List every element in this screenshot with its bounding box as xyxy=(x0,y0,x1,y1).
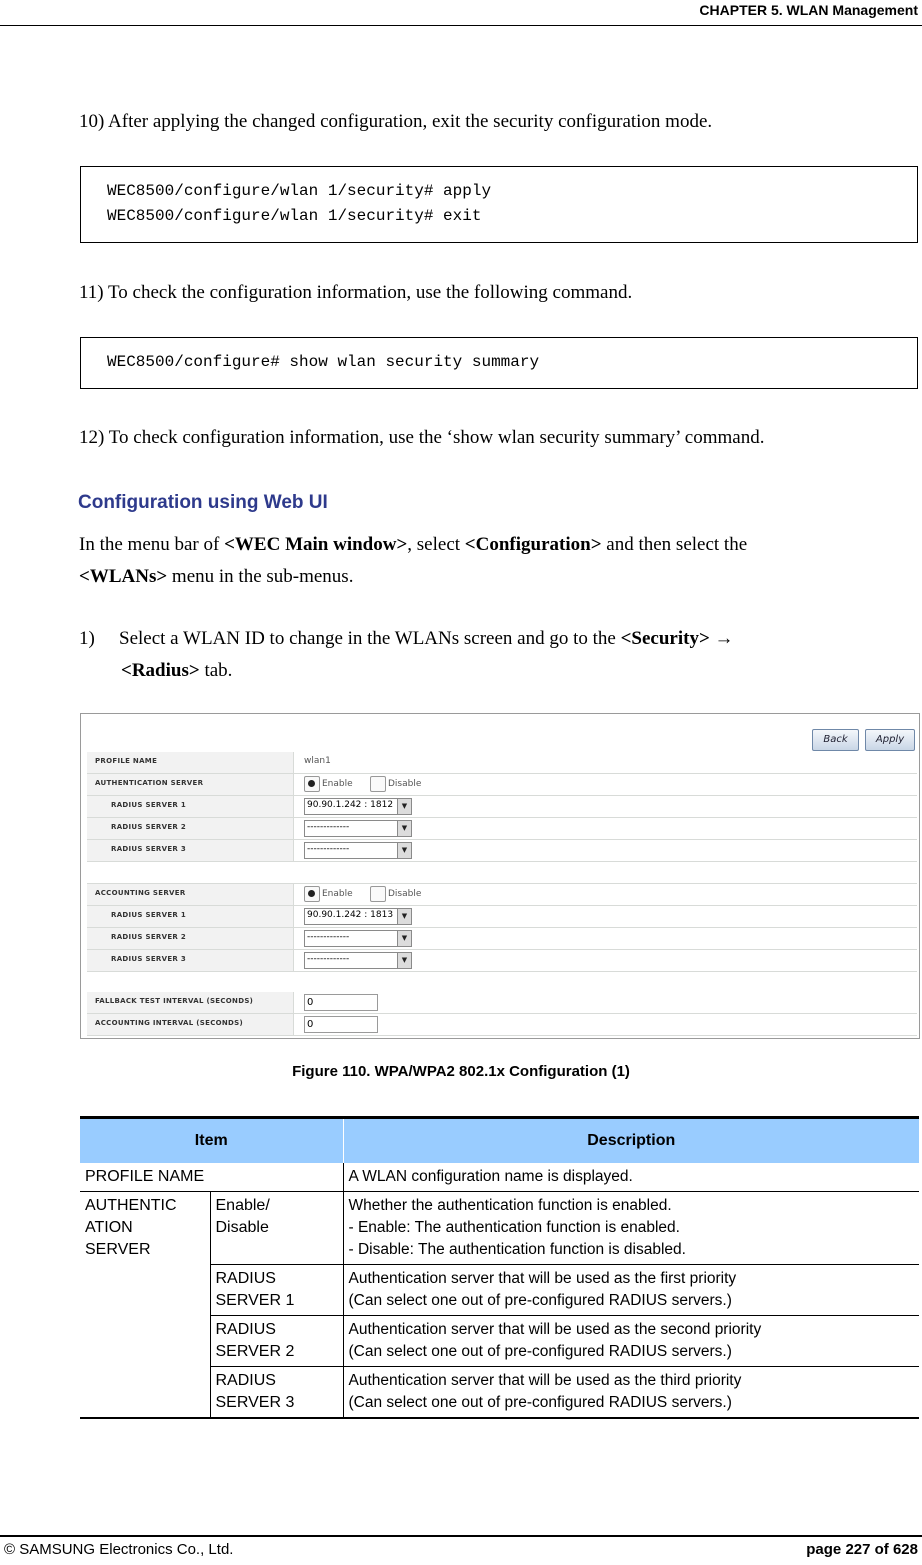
chevron-down-icon: ▼ xyxy=(397,953,411,968)
table-row xyxy=(80,1163,919,1192)
acct-disable-label: Disable xyxy=(388,889,422,899)
chapter-header: CHAPTER 5. WLAN Management xyxy=(699,2,918,18)
footer-copyright: © SAMSUNG Electronics Co., Ltd. xyxy=(4,1541,234,1558)
header-divider xyxy=(0,25,922,26)
fallback-interval-row xyxy=(87,992,917,1014)
auth-radius-1-select[interactable]: 90.90.1.242 : 1812 ▼ xyxy=(304,798,412,815)
chevron-down-icon: ▼ xyxy=(397,843,411,858)
auth-disable-radio[interactable] xyxy=(370,776,386,792)
acct-disable-radio[interactable] xyxy=(370,886,386,902)
step-1-text: Select a WLAN ID to change in the WLANs screen and go to the <Security> → xyxy=(119,628,734,649)
sub-item: RADIUS SERVER 3 xyxy=(210,1367,343,1419)
step-1-number: 1) xyxy=(79,628,95,649)
acct-interval-input[interactable]: 0 xyxy=(304,1016,378,1033)
fallback-interval-label: FALLBACK TEST INTERVAL (SECONDS) xyxy=(95,997,254,1005)
chevron-down-icon: ▼ xyxy=(397,909,411,924)
sub-desc: Whether the authentication function is enabled. - Enable: The authentication function is enabled. - Disable: The authentication function is disabled. xyxy=(343,1192,919,1265)
sub-desc: Authentication server that will be used as the second priority (Can select one out of pre-configured RADIUS servers.) xyxy=(343,1316,919,1367)
step-11-text: 11) To check the configuration information, use the following command. xyxy=(79,282,633,303)
step-12-text: 12) To check configuration information, use the ‘show wlan security summary’ command. xyxy=(79,427,765,448)
step-10-text: 10) After applying the changed configuration, exit the security configuration mode. xyxy=(79,111,713,132)
profile-name-label: PROFILE NAME xyxy=(95,757,158,765)
footer-divider xyxy=(0,1535,922,1537)
acct-radius-2-row xyxy=(87,928,917,950)
header-description: Description xyxy=(343,1118,919,1164)
code-block-show-summary xyxy=(80,337,918,389)
acct-radius-1-row xyxy=(87,906,917,928)
auth-server-label: AUTHENTICATION SERVER xyxy=(95,779,204,787)
auth-radius-1-row xyxy=(87,796,917,818)
back-button[interactable]: Back xyxy=(812,729,859,751)
acct-interval-label: ACCOUNTING INTERVAL (SECONDS) xyxy=(95,1019,243,1027)
footer-page-number: page 227 of 628 xyxy=(806,1541,918,1558)
profile-name-row xyxy=(87,752,917,774)
code-block-apply-exit xyxy=(80,166,918,243)
table-header-row xyxy=(80,1118,919,1164)
auth-radius-3-label: RADIUS SERVER 3 xyxy=(111,845,186,853)
auth-server-group: AUTHENTIC ATION SERVER xyxy=(80,1192,210,1419)
sub-desc: Authentication server that will be used as the third priority (Can select one out of pre-configured RADIUS servers.) xyxy=(343,1367,919,1419)
acct-radius-3-select[interactable]: ------------- ▼ xyxy=(304,952,412,969)
web-ui-screenshot xyxy=(80,713,920,1039)
code-line: WEC8500/configure# show wlan security summary xyxy=(107,353,540,371)
auth-radius-2-select[interactable]: ------------- ▼ xyxy=(304,820,412,837)
auth-disable-label: Disable xyxy=(388,779,422,789)
profile-name-value: wlan1 xyxy=(304,756,331,766)
header-item: Item xyxy=(80,1118,343,1164)
acct-radius-3-row xyxy=(87,950,917,972)
profile-name-desc: A WLAN configuration name is displayed. xyxy=(343,1163,919,1192)
acct-server-label: ACCOUNTING SERVER xyxy=(95,889,186,897)
figure-caption: Figure 110. WPA/WPA2 802.1x Configuration (1) xyxy=(292,1063,630,1080)
acct-radius-3-label: RADIUS SERVER 3 xyxy=(111,955,186,963)
auth-radius-1-label: RADIUS SERVER 1 xyxy=(111,801,186,809)
table-row xyxy=(80,1192,919,1265)
step-1-text-cont: <Radius> tab. xyxy=(121,660,233,681)
acct-radius-2-select[interactable]: ------------- ▼ xyxy=(304,930,412,947)
section-title: Configuration using Web UI xyxy=(78,492,328,513)
chevron-down-icon: ▼ xyxy=(397,799,411,814)
auth-enable-label: Enable xyxy=(322,779,353,789)
auth-radius-3-row xyxy=(87,840,917,862)
auth-server-row xyxy=(87,774,917,796)
acct-radius-1-label: RADIUS SERVER 1 xyxy=(111,911,186,919)
acct-enable-radio[interactable] xyxy=(304,886,320,902)
intro-line-1: In the menu bar of <WEC Main window>, select <Configuration> and then select the xyxy=(79,534,748,555)
code-line: WEC8500/configure/wlan 1/security# exit xyxy=(107,207,482,225)
fallback-interval-input[interactable]: 0 xyxy=(304,994,378,1011)
profile-name-item: PROFILE NAME xyxy=(80,1163,343,1192)
acct-interval-row xyxy=(87,1014,917,1036)
chevron-down-icon: ▼ xyxy=(397,931,411,946)
description-table xyxy=(80,1116,919,1419)
sub-item: RADIUS SERVER 2 xyxy=(210,1316,343,1367)
auth-radius-3-select[interactable]: ------------- ▼ xyxy=(304,842,412,859)
acct-enable-label: Enable xyxy=(322,889,353,899)
apply-button[interactable]: Apply xyxy=(865,729,915,751)
auth-enable-radio[interactable] xyxy=(304,776,320,792)
sub-desc: Authentication server that will be used as the first priority (Can select one out of pre-configured RADIUS servers.) xyxy=(343,1265,919,1316)
acct-radius-2-label: RADIUS SERVER 2 xyxy=(111,933,186,941)
acct-radius-1-select[interactable]: 90.90.1.242 : 1813 ▼ xyxy=(304,908,412,925)
sub-item: RADIUS SERVER 1 xyxy=(210,1265,343,1316)
auth-radius-2-row xyxy=(87,818,917,840)
auth-radius-2-label: RADIUS SERVER 2 xyxy=(111,823,186,831)
chevron-down-icon: ▼ xyxy=(397,821,411,836)
intro-line-2: <WLANs> menu in the sub-menus. xyxy=(79,566,354,587)
code-line: WEC8500/configure/wlan 1/security# apply xyxy=(107,182,492,200)
sub-item: Enable/ Disable xyxy=(210,1192,343,1265)
acct-server-row xyxy=(87,884,917,906)
